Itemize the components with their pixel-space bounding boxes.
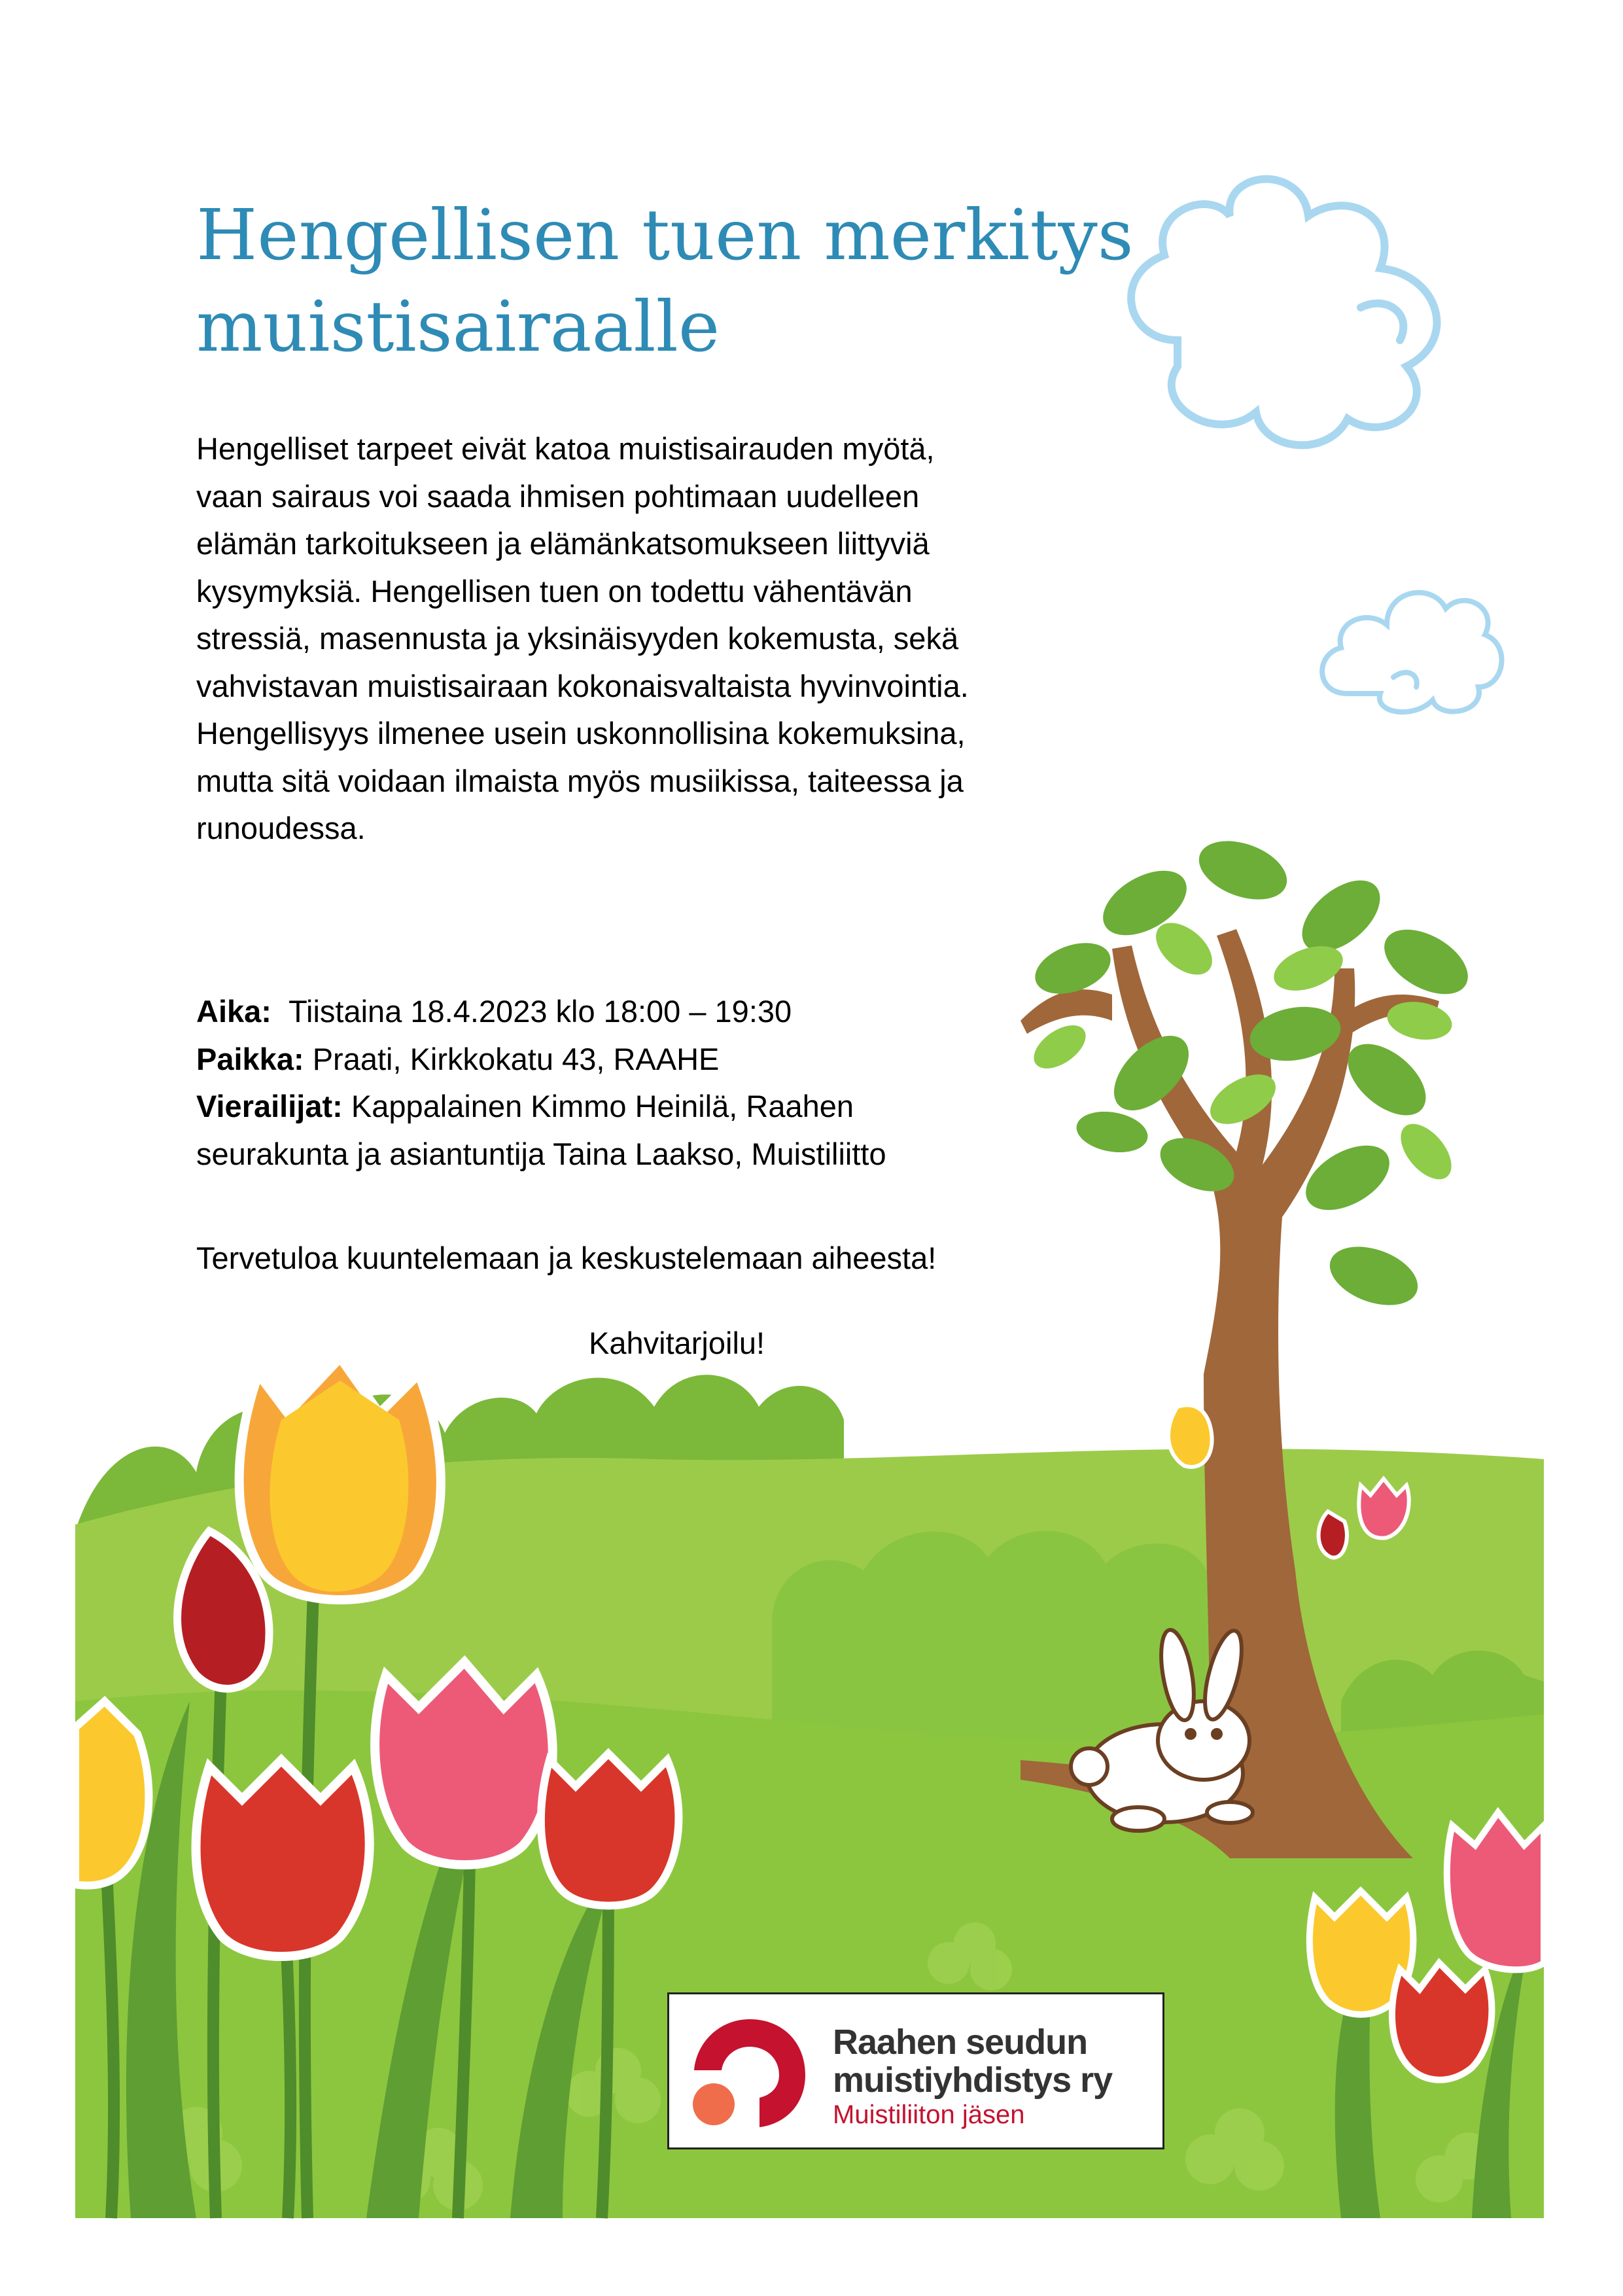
event-guests-cont: seurakunta ja asiantuntija Taina Laakso, Muistiliitto	[196, 1136, 886, 1171]
time-label: Aika:	[196, 994, 271, 1029]
title-line-1: Hengellisen tuen merkitys	[196, 195, 1134, 276]
organization-logo-box	[667, 1992, 1164, 2149]
logo-text-line-1: Raahen seudun	[833, 2022, 1088, 2062]
event-time	[196, 988, 1047, 1036]
time-value: Tiistaina 18.4.2023 klo 18:00 – 19:30	[288, 994, 792, 1029]
tulip-red-1	[196, 1760, 370, 1956]
tulip-pink-right	[1447, 1812, 1544, 1969]
welcome-text: Tervetuloa kuuntelemaan ja keskustelemaan aiheesta!	[196, 1241, 937, 1275]
intro-paragraph	[196, 425, 1034, 853]
place-value: Praati, Kirkkokatu 43, RAAHE	[312, 1041, 720, 1076]
intro-line: runoudessa.	[196, 811, 366, 845]
intro-line: vaan sairaus voi saada ihmisen pohtimaan uudelleen	[196, 478, 920, 514]
tulip-red-right	[1392, 1963, 1492, 2080]
event-guests	[196, 1083, 1047, 1131]
page-title	[196, 190, 1178, 373]
logo-text-line-2: muistiyhdistys ry	[833, 2060, 1113, 2100]
intro-line: elämän tarkoitukseen ja elämänkatsomukseen liittyviä	[196, 526, 930, 561]
tulip-yellow-left-edge	[75, 1701, 148, 1886]
tulip-red-2	[541, 1754, 679, 1906]
intro-line: kysymyksiä. Hengellisen tuen on todettu vähentävän	[196, 573, 913, 609]
guests-value-line-1: Kappalainen Kimmo Heinilä, Raahen	[351, 1089, 854, 1123]
intro-line: mutta sitä voidaan ilmaista myös musiikissa, taiteessa ja	[196, 763, 964, 798]
logo-text-line-3: Muistiliiton jäsen	[833, 2100, 1025, 2129]
intro-line: vahvistavan muistisairaan kokonaisvaltaista hyvinvointia.	[196, 668, 969, 703]
guests-label: Vierailijat:	[196, 1089, 343, 1123]
intro-line: stressiä, masennusta ja yksinäisyyden kokemusta, sekä	[196, 621, 959, 656]
tulip-yellow-large	[239, 1358, 441, 1600]
intro-line: Hengelliset tarpeet eivät katoa muistisairauden myötä,	[196, 431, 935, 466]
cloud-small	[1322, 593, 1501, 712]
coffee-text: Kahvitarjoilu!	[589, 1326, 765, 1360]
muistiliitto-logo-icon	[688, 2013, 812, 2130]
event-place	[196, 1036, 1047, 1084]
event-info	[196, 988, 1047, 1178]
place-label: Paikka:	[196, 1041, 304, 1076]
tulip-pink	[375, 1662, 553, 1865]
title-line-2: muistisairaalle	[196, 287, 720, 368]
intro-line: Hengellisyys ilmenee usein uskonnollisina kokemuksina,	[196, 716, 966, 751]
